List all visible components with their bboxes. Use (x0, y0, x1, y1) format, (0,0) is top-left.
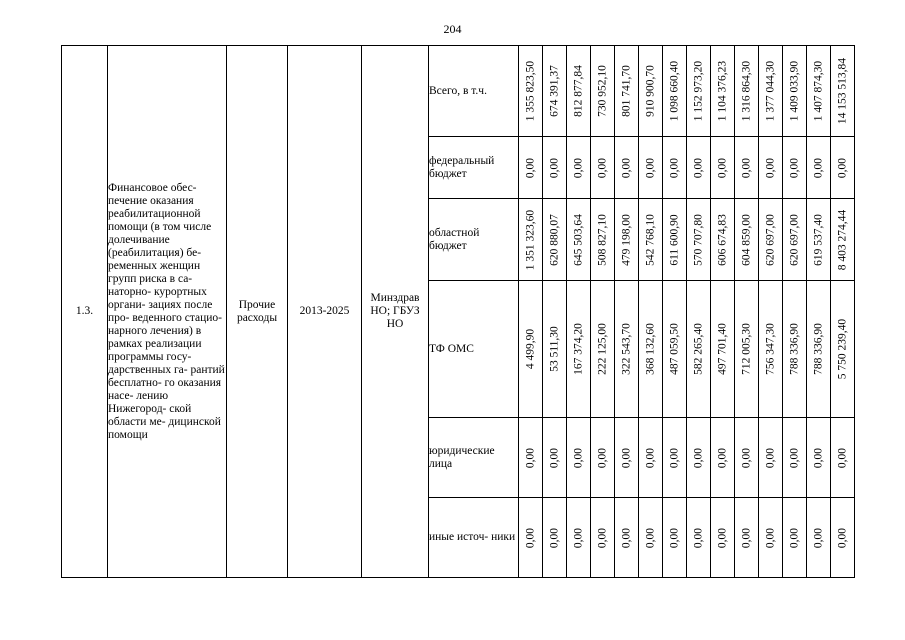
value-cell (807, 281, 831, 418)
value-text: 801 741,70 (620, 65, 632, 117)
value-text: 606 674,83 (716, 213, 728, 266)
value-cell (543, 46, 567, 137)
value-text: 812 877,84 (572, 65, 584, 117)
budget-table (61, 45, 855, 578)
value-text: 368 132,60 (644, 323, 656, 375)
value-cell (591, 137, 615, 199)
value-text: 0,00 (548, 527, 560, 548)
value-text: 0,00 (764, 447, 776, 468)
value-text: 611 600,90 (668, 213, 680, 266)
value-text: 620 697,00 (788, 213, 800, 266)
value-text: 222 125,00 (596, 323, 608, 375)
value-cell (543, 199, 567, 281)
value-text: 1 098 660,40 (668, 60, 680, 122)
value-text: 0,00 (812, 447, 824, 468)
value-text: 0,00 (668, 157, 680, 178)
value-cell (831, 199, 855, 281)
value-text: 1 377 044,30 (764, 60, 776, 122)
value-text: 0,00 (788, 527, 800, 548)
measure-description: Финансовое обес- печение оказания реабилитационной помощи (в том числе долечивание (реабилитация) бе- ременных женщин групп риска в са- наторно- курортных органи- зациях после про- веденного стацио- нарного лечения) в рамках реализации программы госу- дарственных га- рантий бесплатно- го оказания насе- лению Нижегород- ской области ме- дицинской помощи (108, 46, 227, 578)
value-cell (687, 281, 711, 418)
value-cell (711, 498, 735, 578)
implementation-period: 2013-2025 (288, 46, 362, 578)
value-text: 0,00 (764, 527, 776, 548)
value-cell (567, 418, 591, 498)
value-text: 0,00 (716, 527, 728, 548)
value-cell (615, 137, 639, 199)
value-text: 756 347,30 (764, 323, 776, 375)
value-text: 0,00 (644, 447, 656, 468)
value-cell (591, 46, 615, 137)
value-cell (687, 199, 711, 281)
value-cell (759, 199, 783, 281)
value-cell (759, 137, 783, 199)
value-cell (831, 418, 855, 498)
value-cell (711, 46, 735, 137)
value-text: 322 543,70 (620, 323, 632, 375)
value-cell (519, 498, 543, 578)
value-cell (831, 46, 855, 137)
value-cell (711, 418, 735, 498)
value-cell (567, 46, 591, 137)
value-text: 0,00 (572, 447, 584, 468)
value-cell (663, 137, 687, 199)
value-cell (687, 46, 711, 137)
value-text: 0,00 (596, 447, 608, 468)
value-cell (543, 418, 567, 498)
value-text: 582 265,40 (692, 323, 704, 375)
value-cell (591, 498, 615, 578)
value-text: 1 152 973,20 (692, 60, 704, 122)
value-text: 0,00 (644, 157, 656, 178)
value-text: 0,00 (836, 447, 848, 468)
value-cell (807, 137, 831, 199)
source-label: иные источ- ники (429, 498, 519, 578)
value-cell (615, 199, 639, 281)
value-cell (519, 418, 543, 498)
value-cell (663, 418, 687, 498)
table-row (62, 46, 855, 137)
value-cell (639, 498, 663, 578)
value-text: 14 153 513,84 (836, 57, 848, 125)
value-text: 0,00 (836, 157, 848, 178)
value-cell (735, 418, 759, 498)
value-cell (519, 46, 543, 137)
source-label: ТФ ОМС (429, 281, 519, 418)
value-text: 0,00 (788, 157, 800, 178)
value-text: 0,00 (740, 157, 752, 178)
value-cell (807, 418, 831, 498)
value-cell (663, 498, 687, 578)
value-text: 0,00 (716, 157, 728, 178)
value-cell (807, 46, 831, 137)
value-text: 788 336,90 (812, 323, 824, 375)
value-text: 1 316 864,30 (740, 60, 752, 122)
value-text: 0,00 (524, 157, 536, 178)
value-cell (807, 199, 831, 281)
value-cell (591, 281, 615, 418)
value-cell (759, 498, 783, 578)
value-text: 730 952,10 (596, 65, 608, 117)
value-text: 4 499,90 (524, 328, 536, 370)
value-cell (615, 498, 639, 578)
value-text: 0,00 (812, 157, 824, 178)
value-text: 788 336,90 (788, 323, 800, 375)
value-text: 0,00 (740, 527, 752, 548)
value-text: 0,00 (620, 527, 632, 548)
value-text: 53 511,30 (548, 326, 560, 372)
value-text: 570 707,80 (692, 213, 704, 266)
value-cell (687, 498, 711, 578)
value-text: 0,00 (812, 527, 824, 548)
value-cell (783, 199, 807, 281)
source-label: федеральный бюджет (429, 137, 519, 199)
value-text: 645 503,64 (572, 213, 584, 266)
value-cell (735, 281, 759, 418)
value-cell (639, 137, 663, 199)
value-cell (615, 418, 639, 498)
value-cell (711, 281, 735, 418)
value-cell (783, 46, 807, 137)
value-cell (711, 137, 735, 199)
value-text: 620 697,00 (764, 213, 776, 266)
value-text: 910 900,70 (644, 65, 656, 117)
value-text: 0,00 (692, 157, 704, 178)
value-text: 674 391,37 (548, 65, 560, 117)
value-cell (735, 137, 759, 199)
page-number: 204 (443, 22, 462, 36)
value-text: 1 355 823,50 (524, 60, 536, 122)
value-text: 1 409 033,90 (788, 60, 800, 122)
value-cell (663, 281, 687, 418)
value-text: 1 407 874,30 (812, 60, 824, 122)
value-cell (519, 199, 543, 281)
value-cell (807, 498, 831, 578)
value-text: 0,00 (788, 447, 800, 468)
value-cell (663, 199, 687, 281)
value-text: 5 750 239,40 (836, 318, 848, 380)
value-text: 167 374,20 (572, 323, 584, 375)
value-cell (783, 137, 807, 199)
value-cell (783, 418, 807, 498)
value-cell (567, 199, 591, 281)
value-text: 0,00 (668, 447, 680, 468)
value-text: 0,00 (836, 527, 848, 548)
value-text: 542 768,10 (644, 213, 656, 266)
value-cell (567, 137, 591, 199)
value-text: 712 005,30 (740, 323, 752, 375)
value-cell (831, 137, 855, 199)
value-cell (711, 199, 735, 281)
value-cell (543, 498, 567, 578)
value-cell (567, 281, 591, 418)
value-text: 0,00 (740, 447, 752, 468)
value-text: 1 351 323,60 (524, 209, 536, 270)
value-text: 508 827,10 (596, 213, 608, 266)
row-number: 1.3. (62, 46, 108, 578)
value-cell (735, 498, 759, 578)
value-cell (591, 199, 615, 281)
value-cell (759, 46, 783, 137)
value-text: 487 059,50 (668, 323, 680, 375)
value-cell (783, 498, 807, 578)
value-text: 0,00 (524, 527, 536, 548)
value-cell (663, 46, 687, 137)
value-text: 0,00 (692, 527, 704, 548)
value-cell (591, 418, 615, 498)
expense-type: Прочие расходы (227, 46, 288, 578)
value-text: 604 859,00 (740, 213, 752, 266)
value-text: 0,00 (620, 447, 632, 468)
value-text: 0,00 (644, 527, 656, 548)
value-cell (831, 498, 855, 578)
value-text: 0,00 (692, 447, 704, 468)
value-text: 497 701,40 (716, 323, 728, 375)
value-text: 1 104 376,23 (716, 60, 728, 122)
value-cell (735, 46, 759, 137)
value-text: 619 537,40 (812, 213, 824, 266)
value-text: 0,00 (668, 527, 680, 548)
value-cell (543, 281, 567, 418)
value-cell (831, 281, 855, 418)
value-cell (687, 137, 711, 199)
value-cell (687, 418, 711, 498)
value-text: 0,00 (548, 157, 560, 178)
value-cell (639, 418, 663, 498)
value-text: 0,00 (548, 447, 560, 468)
value-cell (759, 281, 783, 418)
value-text: 8 403 274,44 (836, 209, 848, 270)
value-text: 0,00 (596, 527, 608, 548)
source-label: Всего, в т.ч. (429, 46, 519, 137)
value-text: 0,00 (572, 157, 584, 178)
value-cell (567, 498, 591, 578)
value-cell (639, 281, 663, 418)
value-cell (615, 46, 639, 137)
value-text: 479 198,00 (620, 213, 632, 266)
value-cell (735, 199, 759, 281)
value-text: 0,00 (596, 157, 608, 178)
executor: Минздрав НО; ГБУЗ НО (362, 46, 429, 578)
value-text: 620 880,07 (548, 213, 560, 266)
value-text: 0,00 (764, 157, 776, 178)
value-cell (615, 281, 639, 418)
value-text: 0,00 (524, 447, 536, 468)
value-cell (759, 418, 783, 498)
value-cell (783, 281, 807, 418)
source-label: юридические лица (429, 418, 519, 498)
table-body (62, 46, 855, 578)
value-text: 0,00 (572, 527, 584, 548)
value-cell (519, 137, 543, 199)
value-text: 0,00 (620, 157, 632, 178)
value-cell (639, 46, 663, 137)
value-cell (639, 199, 663, 281)
value-cell (543, 137, 567, 199)
value-text: 0,00 (716, 447, 728, 468)
source-label: областной бюджет (429, 199, 519, 281)
value-cell (519, 281, 543, 418)
